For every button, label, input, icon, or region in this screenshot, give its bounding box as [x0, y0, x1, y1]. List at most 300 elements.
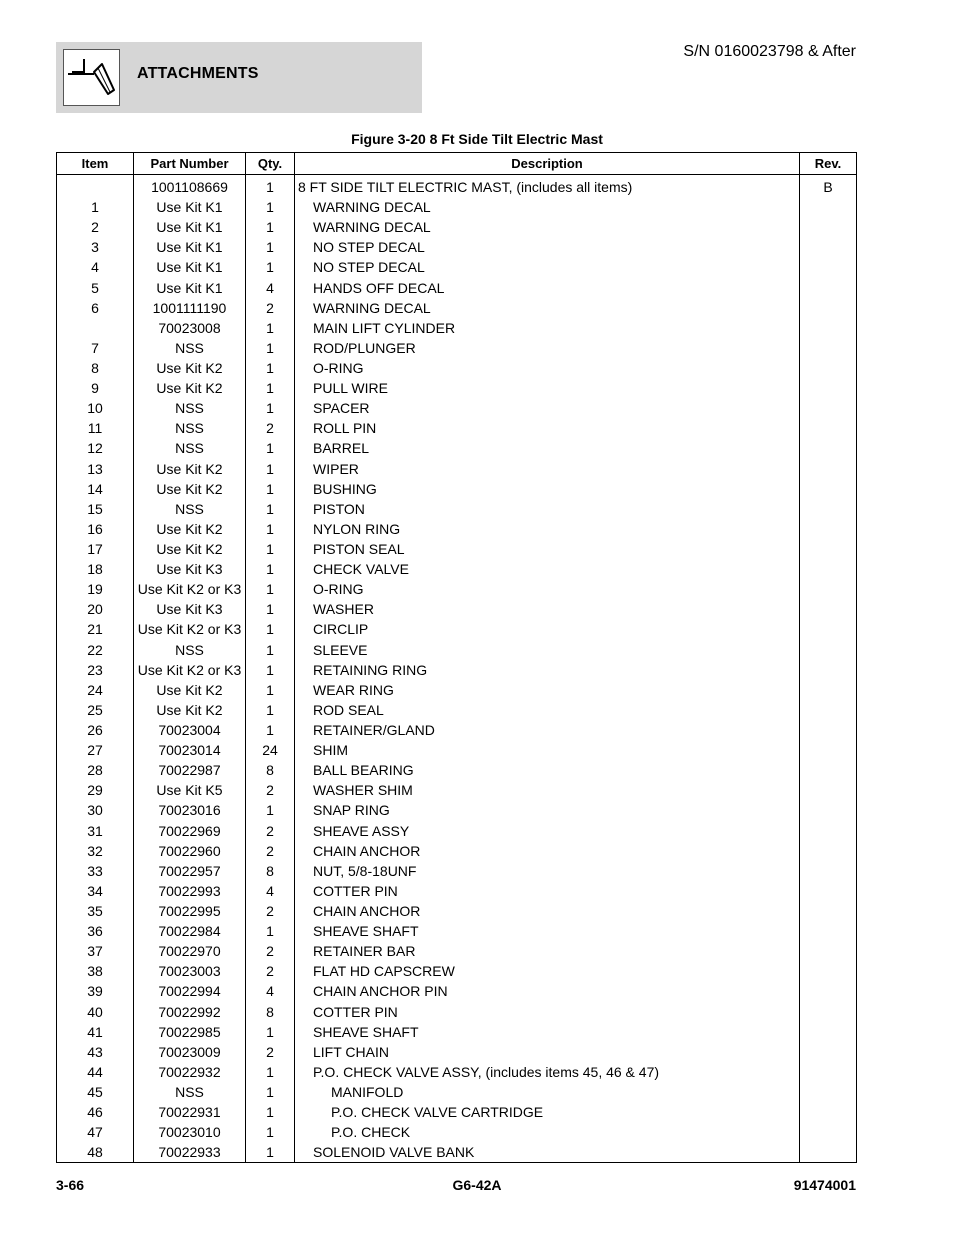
cell-qty: 1 [246, 800, 295, 820]
table-row [57, 760, 857, 780]
cell-item: 8 [57, 358, 134, 378]
cell-qty: 1 [246, 1082, 295, 1102]
parts-table-body [57, 175, 857, 1163]
cell-part-number: Use Kit K1 [134, 197, 246, 217]
cell-part-number: Use Kit K1 [134, 237, 246, 257]
cell-part-number: Use Kit K2 or K3 [134, 660, 246, 680]
cell-part-number: 70023010 [134, 1122, 246, 1142]
cell-qty: 1 [246, 358, 295, 378]
cell-part-number: Use Kit K1 [134, 278, 246, 298]
cell-description: O-RING [295, 579, 800, 599]
cell-rev [800, 861, 857, 881]
cell-rev [800, 559, 857, 579]
cell-item: 1 [57, 197, 134, 217]
cell-part-number: Use Kit K2 [134, 378, 246, 398]
cell-qty: 1 [246, 1022, 295, 1042]
cell-rev [800, 780, 857, 800]
cell-qty: 1 [246, 378, 295, 398]
table-row [57, 800, 857, 820]
cell-item: 7 [57, 338, 134, 358]
table-row [57, 318, 857, 338]
cell-item: 27 [57, 740, 134, 760]
cell-part-number: Use Kit K2 [134, 680, 246, 700]
section-title: ATTACHMENTS [137, 65, 259, 82]
cell-rev [800, 841, 857, 861]
cell-item: 16 [57, 519, 134, 539]
table-row [57, 841, 857, 861]
cell-qty: 1 [246, 1122, 295, 1142]
cell-item: 37 [57, 941, 134, 961]
cell-qty: 1 [246, 398, 295, 418]
table-row [57, 418, 857, 438]
cell-description: WIPER [295, 459, 800, 479]
document-number: 91474001 [793, 1177, 856, 1193]
cell-rev [800, 941, 857, 961]
cell-part-number: NSS [134, 499, 246, 519]
cell-part-number: 70023008 [134, 318, 246, 338]
cell-rev [800, 579, 857, 599]
cell-qty: 4 [246, 278, 295, 298]
cell-qty: 2 [246, 298, 295, 318]
col-header-qty: Qty. [246, 153, 295, 175]
cell-part-number: 70022994 [134, 981, 246, 1001]
cell-qty: 1 [246, 318, 295, 338]
cell-qty: 2 [246, 941, 295, 961]
cell-part-number: NSS [134, 338, 246, 358]
cell-item: 13 [57, 459, 134, 479]
table-row [57, 579, 857, 599]
cell-qty: 2 [246, 821, 295, 841]
cell-rev [800, 821, 857, 841]
cell-item: 36 [57, 921, 134, 941]
cell-item: 41 [57, 1022, 134, 1042]
cell-description: LIFT CHAIN [295, 1042, 800, 1062]
table-row [57, 438, 857, 458]
cell-item: 17 [57, 539, 134, 559]
cell-qty: 8 [246, 760, 295, 780]
cell-rev: B [800, 175, 857, 198]
cell-item: 29 [57, 780, 134, 800]
cell-rev [800, 680, 857, 700]
cell-qty: 1 [246, 217, 295, 237]
cell-rev [800, 921, 857, 941]
cell-item: 45 [57, 1082, 134, 1102]
cell-rev [800, 398, 857, 418]
cell-item: 25 [57, 700, 134, 720]
cell-item: 9 [57, 378, 134, 398]
cell-rev [800, 700, 857, 720]
table-row [57, 358, 857, 378]
col-header-part-number: Part Number [134, 153, 246, 175]
cell-description: SLEEVE [295, 640, 800, 660]
cell-description: RETAINER BAR [295, 941, 800, 961]
cell-description: WARNING DECAL [295, 298, 800, 318]
cell-rev [800, 519, 857, 539]
table-row [57, 881, 857, 901]
cell-qty: 1 [246, 579, 295, 599]
table-header-row [57, 153, 857, 175]
cell-description: SHEAVE ASSY [295, 821, 800, 841]
table-row [57, 539, 857, 559]
cell-item: 22 [57, 640, 134, 660]
cell-rev [800, 881, 857, 901]
table-row [57, 1142, 857, 1163]
cell-qty: 1 [246, 539, 295, 559]
table-row [57, 519, 857, 539]
table-row [57, 378, 857, 398]
cell-rev [800, 418, 857, 438]
cell-qty: 8 [246, 861, 295, 881]
cell-rev [800, 981, 857, 1001]
cell-qty: 1 [246, 175, 295, 198]
cell-item: 18 [57, 559, 134, 579]
cell-description: ROD SEAL [295, 700, 800, 720]
table-row [57, 1082, 857, 1102]
cell-description: WASHER [295, 599, 800, 619]
cell-item: 6 [57, 298, 134, 318]
cell-part-number: Use Kit K1 [134, 257, 246, 277]
cell-part-number: Use Kit K2 or K3 [134, 619, 246, 639]
cell-description: 8 FT SIDE TILT ELECTRIC MAST, (includes all items) [295, 175, 800, 198]
table-row [57, 1122, 857, 1142]
cell-description: NO STEP DECAL [295, 257, 800, 277]
cell-description: CHAIN ANCHOR [295, 901, 800, 921]
cell-item: 3 [57, 237, 134, 257]
cell-qty: 1 [246, 459, 295, 479]
cell-description: COTTER PIN [295, 881, 800, 901]
table-row [57, 197, 857, 217]
cell-rev [800, 720, 857, 740]
cell-rev [800, 237, 857, 257]
cell-description: P.O. CHECK [295, 1122, 800, 1142]
cell-part-number: 70022993 [134, 881, 246, 901]
cell-description: MANIFOLD [295, 1082, 800, 1102]
col-header-item: Item [57, 153, 134, 175]
cell-item: 48 [57, 1142, 134, 1163]
cell-part-number: NSS [134, 1082, 246, 1102]
cell-description: SHEAVE SHAFT [295, 1022, 800, 1042]
cell-qty: 1 [246, 559, 295, 579]
cell-qty: 1 [246, 660, 295, 680]
cell-part-number: NSS [134, 438, 246, 458]
cell-item: 24 [57, 680, 134, 700]
table-row [57, 1062, 857, 1082]
cell-rev [800, 318, 857, 338]
cell-qty: 1 [246, 680, 295, 700]
cell-description: FLAT HD CAPSCREW [295, 961, 800, 981]
page-number: 3-66 [56, 1177, 85, 1193]
cell-part-number: NSS [134, 640, 246, 660]
cell-item: 12 [57, 438, 134, 458]
cell-part-number: 70023016 [134, 800, 246, 820]
cell-part-number: 70023003 [134, 961, 246, 981]
cell-description: MAIN LIFT CYLINDER [295, 318, 800, 338]
cell-part-number: 1001108669 [134, 175, 246, 198]
cell-item: 11 [57, 418, 134, 438]
cell-description: P.O. CHECK VALVE ASSY, (includes items 45, 46 & 47) [295, 1062, 800, 1082]
table-row [57, 981, 857, 1001]
table-row [57, 175, 857, 198]
cell-item: 40 [57, 1001, 134, 1021]
table-row [57, 700, 857, 720]
cell-rev [800, 298, 857, 318]
cell-part-number: 70022932 [134, 1062, 246, 1082]
cell-part-number: 70023014 [134, 740, 246, 760]
cell-item: 34 [57, 881, 134, 901]
cell-part-number: 70022992 [134, 1001, 246, 1021]
cell-description: WARNING DECAL [295, 197, 800, 217]
table-row [57, 278, 857, 298]
cell-qty: 1 [246, 479, 295, 499]
cell-part-number: 70022957 [134, 861, 246, 881]
cell-part-number: 70022985 [134, 1022, 246, 1042]
cell-description: WEAR RING [295, 680, 800, 700]
table-row [57, 1102, 857, 1122]
cell-description: HANDS OFF DECAL [295, 278, 800, 298]
cell-description: SHEAVE SHAFT [295, 921, 800, 941]
cell-rev [800, 438, 857, 458]
cell-part-number: Use Kit K2 [134, 358, 246, 378]
cell-qty: 2 [246, 780, 295, 800]
cell-description: CIRCLIP [295, 619, 800, 639]
table-row [57, 660, 857, 680]
cell-qty: 2 [246, 961, 295, 981]
cell-part-number: 70022933 [134, 1142, 246, 1163]
table-row [57, 479, 857, 499]
cell-description: WASHER SHIM [295, 780, 800, 800]
cell-rev [800, 338, 857, 358]
cell-part-number: 70022995 [134, 901, 246, 921]
cell-qty: 1 [246, 700, 295, 720]
cell-rev [800, 197, 857, 217]
cell-qty: 1 [246, 619, 295, 639]
cell-item: 30 [57, 800, 134, 820]
cell-rev [800, 901, 857, 921]
parts-table [56, 152, 857, 1163]
cell-qty: 1 [246, 338, 295, 358]
table-row [57, 1001, 857, 1021]
cell-part-number: 70022931 [134, 1102, 246, 1122]
cell-qty: 1 [246, 599, 295, 619]
attachment-hook-icon [63, 49, 120, 106]
section-header [56, 42, 422, 113]
cell-qty: 1 [246, 1102, 295, 1122]
cell-description: PISTON [295, 499, 800, 519]
table-row [57, 921, 857, 941]
cell-qty: 2 [246, 418, 295, 438]
cell-qty: 8 [246, 1001, 295, 1021]
table-row [57, 1042, 857, 1062]
cell-qty: 1 [246, 499, 295, 519]
cell-description: CHAIN ANCHOR PIN [295, 981, 800, 1001]
cell-rev [800, 1042, 857, 1062]
cell-description: NUT, 5/8-18UNF [295, 861, 800, 881]
table-row [57, 398, 857, 418]
table-row [57, 619, 857, 639]
table-row [57, 640, 857, 660]
cell-item: 23 [57, 660, 134, 680]
cell-description: SNAP RING [295, 800, 800, 820]
col-header-description: Description [295, 153, 800, 175]
table-row [57, 821, 857, 841]
cell-item: 46 [57, 1102, 134, 1122]
cell-description: SPACER [295, 398, 800, 418]
cell-part-number: Use Kit K2 [134, 459, 246, 479]
cell-qty: 24 [246, 740, 295, 760]
cell-item: 2 [57, 217, 134, 237]
table-row [57, 941, 857, 961]
table-row [57, 237, 857, 257]
cell-rev [800, 760, 857, 780]
cell-part-number: Use Kit K3 [134, 599, 246, 619]
cell-qty: 1 [246, 237, 295, 257]
figure-title: Figure 3-20 8 Ft Side Tilt Electric Mast [351, 131, 603, 147]
cell-part-number: Use Kit K2 or K3 [134, 579, 246, 599]
serial-number: S/N 0160023798 & After [683, 43, 856, 60]
table-row [57, 499, 857, 519]
cell-part-number: Use Kit K5 [134, 780, 246, 800]
cell-rev [800, 479, 857, 499]
cell-description: RETAINING RING [295, 660, 800, 680]
cell-item: 44 [57, 1062, 134, 1082]
cell-rev [800, 1082, 857, 1102]
cell-description: CHECK VALVE [295, 559, 800, 579]
table-row [57, 459, 857, 479]
cell-qty: 1 [246, 257, 295, 277]
cell-item: 21 [57, 619, 134, 639]
cell-part-number: 1001111190 [134, 298, 246, 318]
table-row [57, 1022, 857, 1042]
cell-rev [800, 499, 857, 519]
cell-item: 32 [57, 841, 134, 861]
cell-part-number: 70022970 [134, 941, 246, 961]
cell-part-number: Use Kit K2 [134, 539, 246, 559]
cell-rev [800, 217, 857, 237]
cell-item: 10 [57, 398, 134, 418]
col-header-rev: Rev. [800, 153, 857, 175]
cell-rev [800, 1001, 857, 1021]
cell-description: SHIM [295, 740, 800, 760]
cell-qty: 1 [246, 197, 295, 217]
cell-rev [800, 660, 857, 680]
cell-item: 47 [57, 1122, 134, 1142]
cell-rev [800, 1142, 857, 1163]
cell-item: 43 [57, 1042, 134, 1062]
cell-rev [800, 257, 857, 277]
cell-description: ROD/PLUNGER [295, 338, 800, 358]
cell-rev [800, 1062, 857, 1082]
cell-part-number: 70022960 [134, 841, 246, 861]
cell-part-number: NSS [134, 398, 246, 418]
cell-part-number: 70022987 [134, 760, 246, 780]
cell-item [57, 318, 134, 338]
cell-rev [800, 740, 857, 760]
cell-qty: 2 [246, 841, 295, 861]
table-row [57, 720, 857, 740]
table-row [57, 861, 857, 881]
cell-part-number: Use Kit K2 [134, 700, 246, 720]
cell-qty: 1 [246, 640, 295, 660]
table-row [57, 680, 857, 700]
cell-item: 14 [57, 479, 134, 499]
cell-description: PISTON SEAL [295, 539, 800, 559]
table-row [57, 559, 857, 579]
cell-description: BUSHING [295, 479, 800, 499]
cell-rev [800, 358, 857, 378]
cell-rev [800, 278, 857, 298]
cell-item: 15 [57, 499, 134, 519]
cell-qty: 1 [246, 720, 295, 740]
cell-qty: 1 [246, 438, 295, 458]
cell-description: CHAIN ANCHOR [295, 841, 800, 861]
cell-item: 20 [57, 599, 134, 619]
cell-description: SOLENOID VALVE BANK [295, 1142, 800, 1163]
model-number: G6-42A [452, 1177, 502, 1193]
cell-item: 5 [57, 278, 134, 298]
cell-item: 39 [57, 981, 134, 1001]
table-row [57, 740, 857, 760]
cell-description: ROLL PIN [295, 418, 800, 438]
table-row [57, 338, 857, 358]
cell-description: P.O. CHECK VALVE CARTRIDGE [295, 1102, 800, 1122]
cell-qty: 1 [246, 1142, 295, 1163]
cell-qty: 2 [246, 901, 295, 921]
cell-rev [800, 619, 857, 639]
cell-part-number: Use Kit K2 [134, 519, 246, 539]
cell-item: 38 [57, 961, 134, 981]
cell-item: 31 [57, 821, 134, 841]
cell-description: NYLON RING [295, 519, 800, 539]
cell-qty: 1 [246, 1062, 295, 1082]
cell-rev [800, 1102, 857, 1122]
cell-item: 26 [57, 720, 134, 740]
cell-item [57, 175, 134, 198]
cell-description: BARREL [295, 438, 800, 458]
cell-description: RETAINER/GLAND [295, 720, 800, 740]
cell-description: O-RING [295, 358, 800, 378]
cell-item: 19 [57, 579, 134, 599]
cell-part-number: NSS [134, 418, 246, 438]
cell-qty: 4 [246, 881, 295, 901]
cell-part-number: 70023009 [134, 1042, 246, 1062]
cell-description: PULL WIRE [295, 378, 800, 398]
cell-rev [800, 378, 857, 398]
cell-rev [800, 1122, 857, 1142]
cell-rev [800, 1022, 857, 1042]
table-row [57, 961, 857, 981]
cell-qty: 1 [246, 921, 295, 941]
cell-part-number: Use Kit K1 [134, 217, 246, 237]
cell-qty: 2 [246, 1042, 295, 1062]
cell-rev [800, 640, 857, 660]
cell-rev [800, 961, 857, 981]
cell-description: COTTER PIN [295, 1001, 800, 1021]
cell-item: 4 [57, 257, 134, 277]
table-row [57, 599, 857, 619]
table-row [57, 901, 857, 921]
cell-item: 28 [57, 760, 134, 780]
cell-part-number: 70023004 [134, 720, 246, 740]
cell-qty: 1 [246, 519, 295, 539]
cell-rev [800, 599, 857, 619]
cell-item: 35 [57, 901, 134, 921]
cell-part-number: 70022984 [134, 921, 246, 941]
cell-part-number: 70022969 [134, 821, 246, 841]
cell-item: 33 [57, 861, 134, 881]
table-row [57, 217, 857, 237]
cell-rev [800, 800, 857, 820]
cell-part-number: Use Kit K2 [134, 479, 246, 499]
